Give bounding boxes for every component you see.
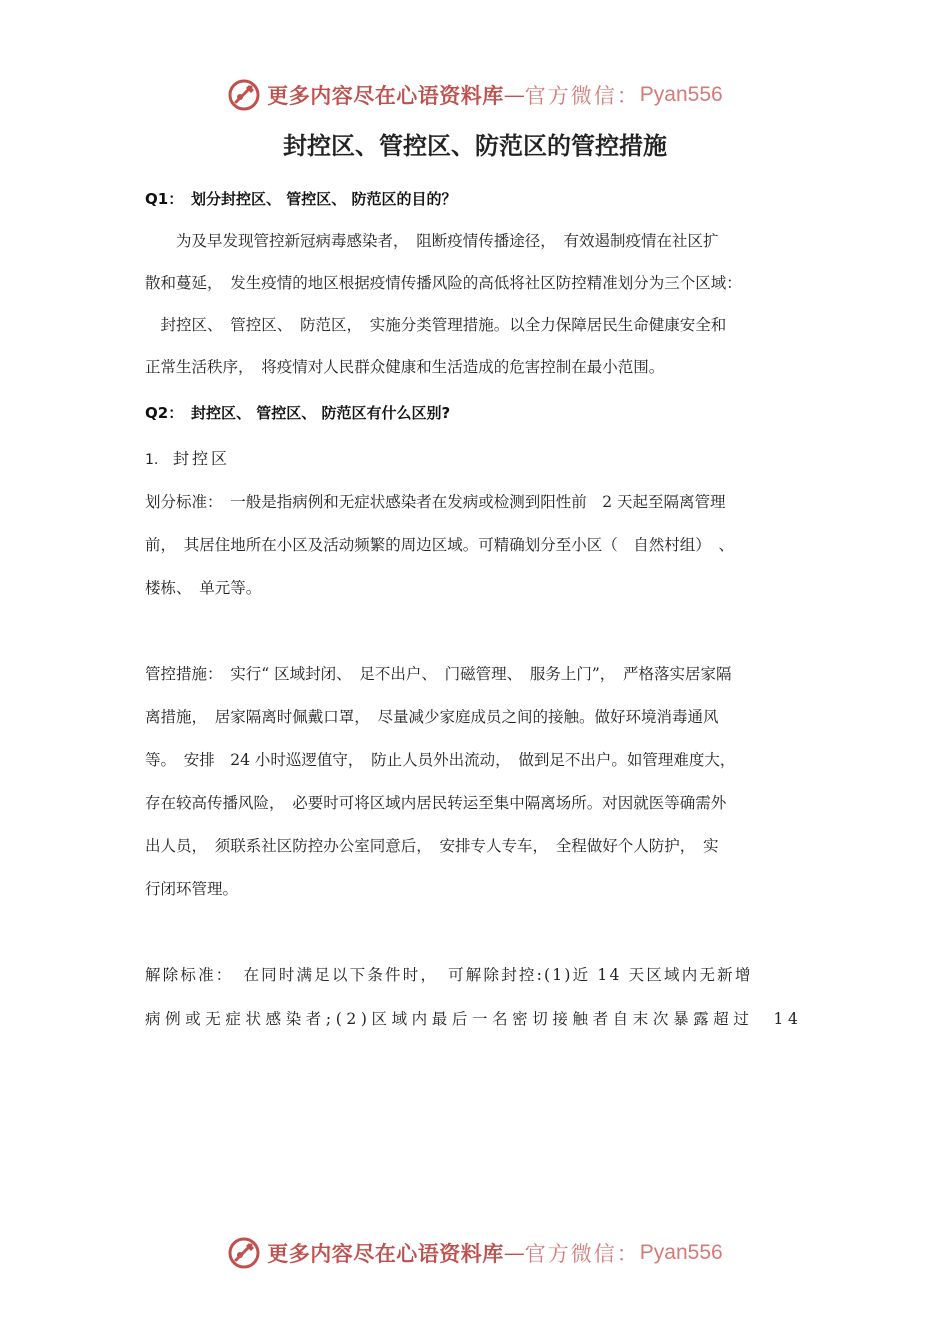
q1-label: Q1： xyxy=(145,190,184,208)
paragraph-line: 存在较高传播风险， 必要时可将区域内居民转运至集中隔离场所。对因就医等确需外 xyxy=(145,794,727,812)
paragraph-line: 散和蔓延， 发生疫情的地区根据疫情传播风险的高低将社区防控精准划分为三个区域： xyxy=(145,274,742,292)
paragraph-line: 前， 其居住地所在小区及活动频繁的周边区域。可精确划分至小区（ 自然村组） 、 xyxy=(145,536,735,554)
paragraph-line: 行闭环管理。 xyxy=(145,880,239,898)
section-title: 封控区 xyxy=(173,449,231,468)
paragraph-line: 正常生活秩序， 将疫情对人民群众健康和生活造成的危害控制在最小范围。 xyxy=(145,358,665,376)
header-banner xyxy=(0,70,950,120)
paragraph-line: 管控措施： 实行“ 区域封闭、 足不出户、 门磁管理、 服务上门”， 严格落实居家隔 xyxy=(145,665,732,683)
brand-logo-icon xyxy=(227,78,261,112)
paragraph-line: 为及早发现管控新冠病毒感染者， 阻断疫情传播途径， 有效遏制疫情在社区扩 xyxy=(145,232,719,250)
paragraph-line: 封控区、 管控区、 防范区， 实施分类管理措施。以全力保障居民生命健康安全和 xyxy=(145,316,727,334)
criteria-paragraph xyxy=(145,481,805,609)
q2-text: 封控区、 管控区、 防范区有什么区别? xyxy=(191,404,451,422)
q2-heading xyxy=(145,402,450,423)
q1-text: 划分封控区、 管控区、 防范区的目的？ xyxy=(191,190,457,208)
paragraph-line: 等。 安排 24 小时巡逻值守， 防止人员外出流动， 做到足不出户。如管理难度大， xyxy=(145,751,736,769)
page-title: 封控区、管控区、防范区的管控措施 xyxy=(283,131,667,160)
measures-paragraph xyxy=(145,652,805,910)
banner-brand-text: 更多内容尽在心语资料库 xyxy=(267,83,504,108)
paragraph-line: 病例或无症状感染者;(2)区域内最后一名密切接触者自末次暴露超过 14 xyxy=(145,1010,803,1028)
banner-wechat-id: Pyan556 xyxy=(639,1241,723,1264)
paragraph-line: 出人员， 须联系社区防控办公室同意后， 安排专人专车， 全程做好个人防护， 实 xyxy=(145,837,719,855)
paragraph-line: 划分标准： 一般是指病例和无症状感染者在发病或检测到阳性前 2 天起至隔离管理 xyxy=(145,493,726,511)
banner-suffix: 官方微信： xyxy=(524,1242,640,1266)
paragraph-line: 离措施， 居家隔离时佩戴口罩， 尽量减少家庭成员之间的接触。做好环境消毒通风 xyxy=(145,708,719,726)
paragraph-line: 解除标准： 在同时满足以下条件时， 可解除封控:(1)近 14 天区域内无新增 xyxy=(145,966,753,984)
section-heading xyxy=(145,446,230,469)
release-paragraph xyxy=(145,952,805,1040)
q2-label: Q2： xyxy=(145,404,184,422)
banner-separator: — xyxy=(503,83,525,107)
brand-logo-icon xyxy=(227,1236,261,1270)
banner-suffix: 官方微信： xyxy=(524,84,640,108)
banner-separator: — xyxy=(503,1241,525,1265)
section-number: 1. xyxy=(145,452,159,468)
footer-banner xyxy=(0,1228,950,1278)
banner-brand-text: 更多内容尽在心语资料库 xyxy=(267,1241,504,1266)
q1-heading xyxy=(145,188,456,209)
paragraph-line: 楼栋、 单元等。 xyxy=(145,579,262,597)
q1-paragraph xyxy=(145,220,805,388)
banner-wechat-id: Pyan556 xyxy=(639,83,723,106)
